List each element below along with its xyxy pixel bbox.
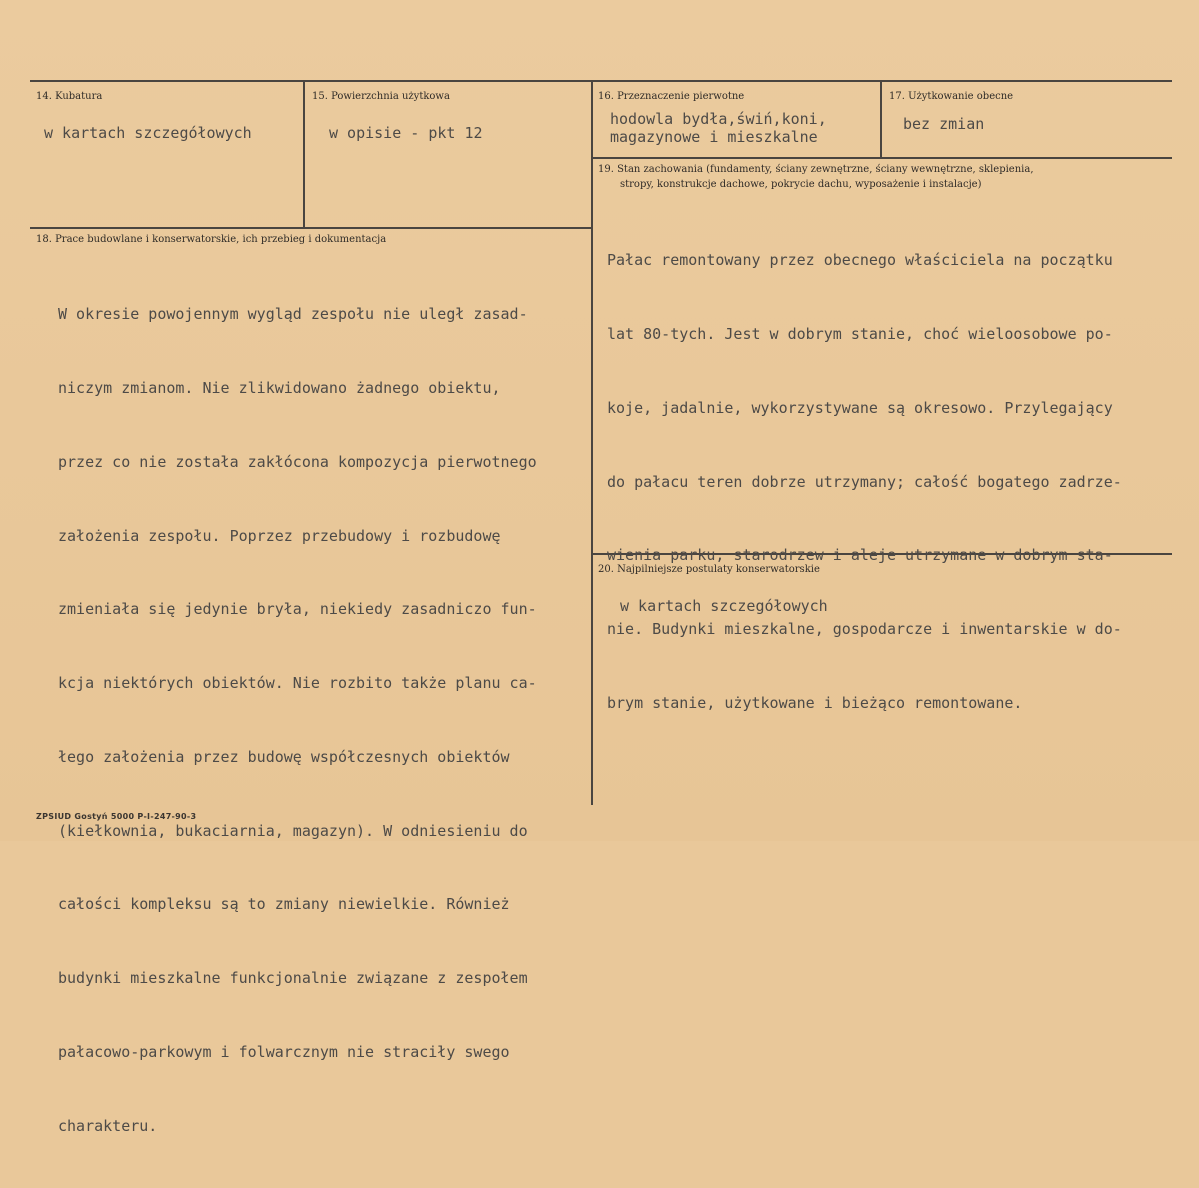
field-19-line: wienia parku, starodrzew i aleje utrzymane w dobrym sta- <box>607 546 1113 565</box>
field-18-line: założenia zespołu. Poprzez przebudowy i rozbudowę <box>58 526 501 545</box>
rule-under-16-17 <box>591 157 1172 159</box>
field-18-line: W okresie powojennym wygląd zespołu nie uległ zasad- <box>58 305 528 324</box>
field-19-label-line-2: stropy, konstrukcje dachowe, pokrycie dachu, wyposażenie i instalacje) <box>620 179 982 190</box>
field-18-line: (kiełkownia, bukaciarnia, magazyn). W odniesieniu do <box>58 821 528 840</box>
divider-14-15 <box>303 80 305 228</box>
top-rule <box>30 80 1172 82</box>
field-14-label: 14. Kubatura <box>36 91 103 102</box>
field-16-label: 16. Przeznaczenie pierwotne <box>598 91 745 102</box>
field-16-line: hodowla bydła,świń,koni, <box>610 110 827 128</box>
field-19-line: do pałacu teren dobrze utrzymany; całość bogatego zadrze- <box>607 472 1122 491</box>
field-19-line: brym stanie, użytkowane i bieżąco remontowane. <box>607 693 1023 712</box>
field-19-value <box>607 199 1122 765</box>
field-17-label: 17. Użytkowanie obecne <box>889 91 1014 102</box>
field-16-line: magazynowe i mieszkalne <box>610 128 818 146</box>
divider-16-17 <box>880 80 882 158</box>
field-15-label: 15. Powierzchnia użytkowa <box>312 91 450 102</box>
field-19-line: lat 80-tych. Jest w dobrym stanie, choć wieloosobowe po- <box>607 324 1113 343</box>
field-18-line: niczym zmianom. Nie zlikwidowano żadnego obiektu, <box>58 378 501 397</box>
field-18-line: charakteru. <box>58 1116 158 1135</box>
field-20-value: w kartach szczegółowych <box>620 597 828 615</box>
field-18-line: całości kompleksu są to zmiany niewielkie. Również <box>58 895 510 914</box>
field-18-line: łego założenia przez budowę współczesnych obiektów <box>58 747 510 766</box>
field-19-line: nie. Budynki mieszkalne, gospodarcze i inwentarskie w do- <box>607 620 1122 639</box>
field-19-label-line-1: 19. Stan zachowania (fundamenty, ściany zewnętrzne, ściany wewnętrzne, sklepienia, <box>598 164 1034 175</box>
field-17-value: bez zmian <box>903 115 985 133</box>
field-18-value <box>58 253 537 1188</box>
field-19-line: koje, jadalnie, wykorzystywane są okresowo. Przylegający <box>607 398 1113 417</box>
divider-15-16 <box>591 80 593 805</box>
field-18-line: przez co nie została zakłócona kompozycja pierwotnego <box>58 452 537 471</box>
field-18-line: pałacowo-parkowym i folwarcznym nie straciły swego <box>58 1043 510 1061</box>
rule-under-14-15 <box>30 227 592 229</box>
field-19-line: Pałac remontowany przez obecnego właściciela na początku <box>607 251 1113 270</box>
field-15-value: w opisie - pkt 12 <box>329 124 483 142</box>
print-imprint: ZPSIUD Gostyń 5000 P-I-247-90-3 <box>36 812 197 821</box>
field-18-line: kcja niektórych obiektów. Nie rozbito także planu ca- <box>58 674 537 693</box>
field-18-line: zmieniała się jedynie bryła, niekiedy zasadniczo fun- <box>58 600 537 619</box>
field-14-value: w kartach szczegółowych <box>44 124 252 142</box>
field-20-label: 20. Najpilniejsze postulaty konserwatorskie <box>598 564 820 575</box>
field-16-value <box>610 110 827 146</box>
field-18-label: 18. Prace budowlane i konserwatorskie, ich przebieg i dokumentacja <box>36 234 387 245</box>
field-18-line: budynki mieszkalne funkcjonalnie związane z zespołem <box>58 969 528 988</box>
